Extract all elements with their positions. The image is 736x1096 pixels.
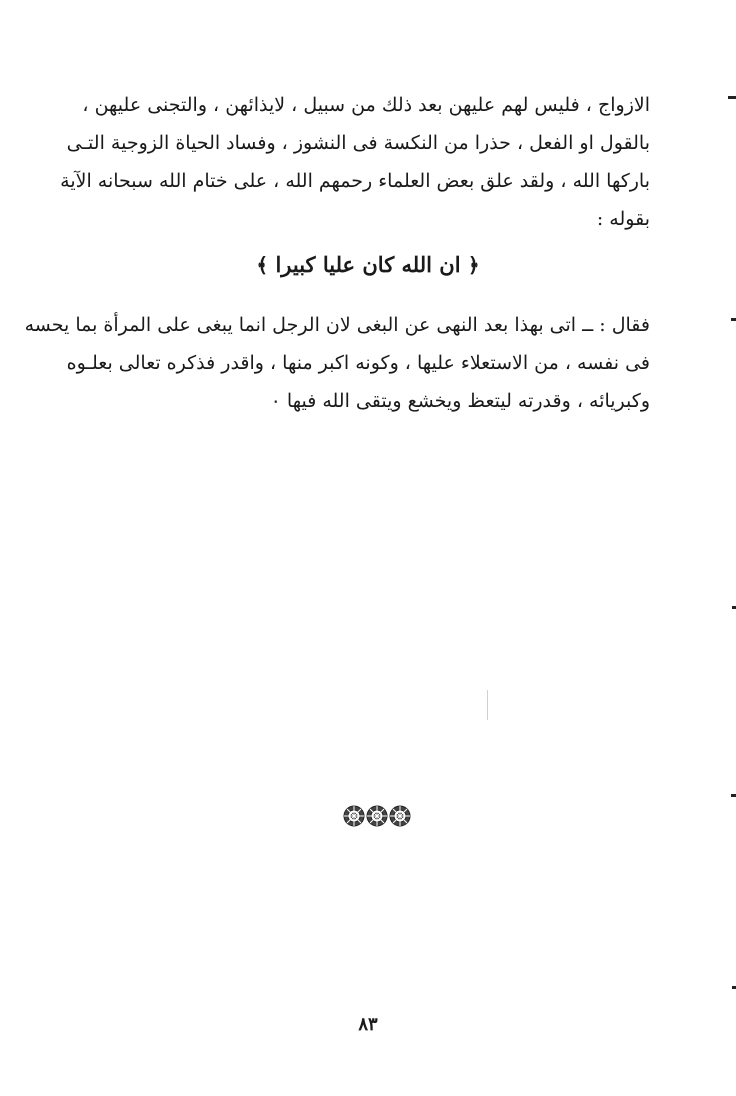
verse-open-bracket: ﴿	[467, 253, 480, 277]
text-line: باركها الله ، ولقد علق بعض العلماء رحمهم الله ، على ختام الله سبحانه الآية	[60, 170, 650, 192]
text-line: فقال : ــ اتى بهذا بعد النهى عن البغى لان الرجل انما يبغى على المرأة بما يحسه	[24, 314, 650, 336]
text-line: بقوله :	[596, 208, 650, 230]
verse-text: ان الله كان عليا كبيرا	[275, 252, 461, 277]
edge-mark	[731, 318, 736, 321]
edge-mark	[732, 986, 736, 989]
floral-ornament-icon	[342, 804, 412, 828]
verse-close-bracket: ﴾	[256, 253, 269, 277]
text-line: فى نفسه ، من الاستعلاء عليها ، وكونه اكبر منها ، واقدر فذكره تعالى بعلـوه	[66, 352, 650, 374]
page-number: ٨٣	[358, 1014, 378, 1035]
edge-mark	[731, 794, 736, 797]
paragraph-1	[60, 86, 650, 238]
scan-artifact	[487, 690, 488, 720]
edge-mark	[728, 96, 736, 99]
edge-mark	[732, 606, 736, 609]
text-line: بالقول او الفعل ، حذرا من النكسة فى النشوز ، وفساد الحياة الزوجية التـى	[66, 132, 650, 154]
text-line: الازواج ، فليس لهم عليهن بعد ذلك من سبيل ، لايذائهن ، والتجنى عليهن ،	[82, 94, 650, 116]
paragraph-2	[24, 306, 650, 420]
quran-verse	[0, 252, 736, 277]
text-line: وكبريائه ، وقدرته ليتعظ ويخشع ويتقى الله فيها ٠	[270, 390, 650, 412]
